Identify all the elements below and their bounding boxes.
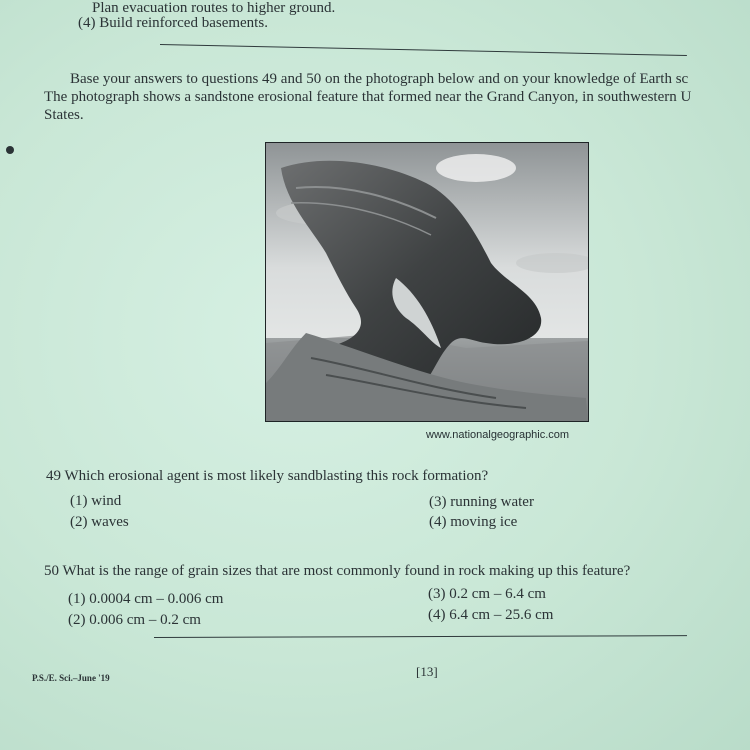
question-50-option-1: (1) 0.0004 cm – 0.006 cm: [68, 591, 224, 607]
intro-line-1: Base your answers to questions 49 and 50 on the photograph below and on your knowledge of Earth sc: [70, 71, 689, 87]
page-number: [13]: [416, 664, 438, 679]
question-49-text: 49 Which erosional agent is most likely sandblasting this rock formation?: [46, 468, 489, 484]
section-divider-top: [160, 44, 687, 56]
photo-credit: www.nationalgeographic.com: [426, 429, 570, 441]
sandstone-arch-image: [266, 143, 588, 421]
question-50-option-4: (4) 6.4 cm – 25.6 cm: [428, 607, 554, 623]
margin-mark: [6, 146, 14, 154]
question-50-text: 50 What is the range of grain sizes that are most commonly found in rock making up this feature?: [44, 563, 631, 579]
previous-choice-4: (4) Build reinforced basements.: [78, 15, 268, 31]
question-50-option-2: (2) 0.006 cm – 0.2 cm: [68, 612, 201, 628]
section-divider-bottom: [154, 635, 687, 638]
exam-footer: P.S./E. Sci.–June '19: [32, 673, 110, 683]
question-49-option-3: (3) running water: [429, 494, 534, 510]
intro-line-2: The photograph shows a sandstone erosional feature that formed near the Grand Canyon, in southwestern U: [44, 89, 692, 105]
question-49-option-2: (2) waves: [70, 514, 129, 530]
rock-formation-photo: [265, 142, 589, 422]
previous-choice-partial: Plan evacuation routes to higher ground.: [92, 0, 336, 16]
question-49-option-1: (1) wind: [70, 493, 122, 509]
question-49-option-4: (4) moving ice: [429, 514, 518, 530]
intro-line-3: States.: [44, 107, 84, 123]
question-50-option-3: (3) 0.2 cm – 6.4 cm: [428, 586, 546, 602]
